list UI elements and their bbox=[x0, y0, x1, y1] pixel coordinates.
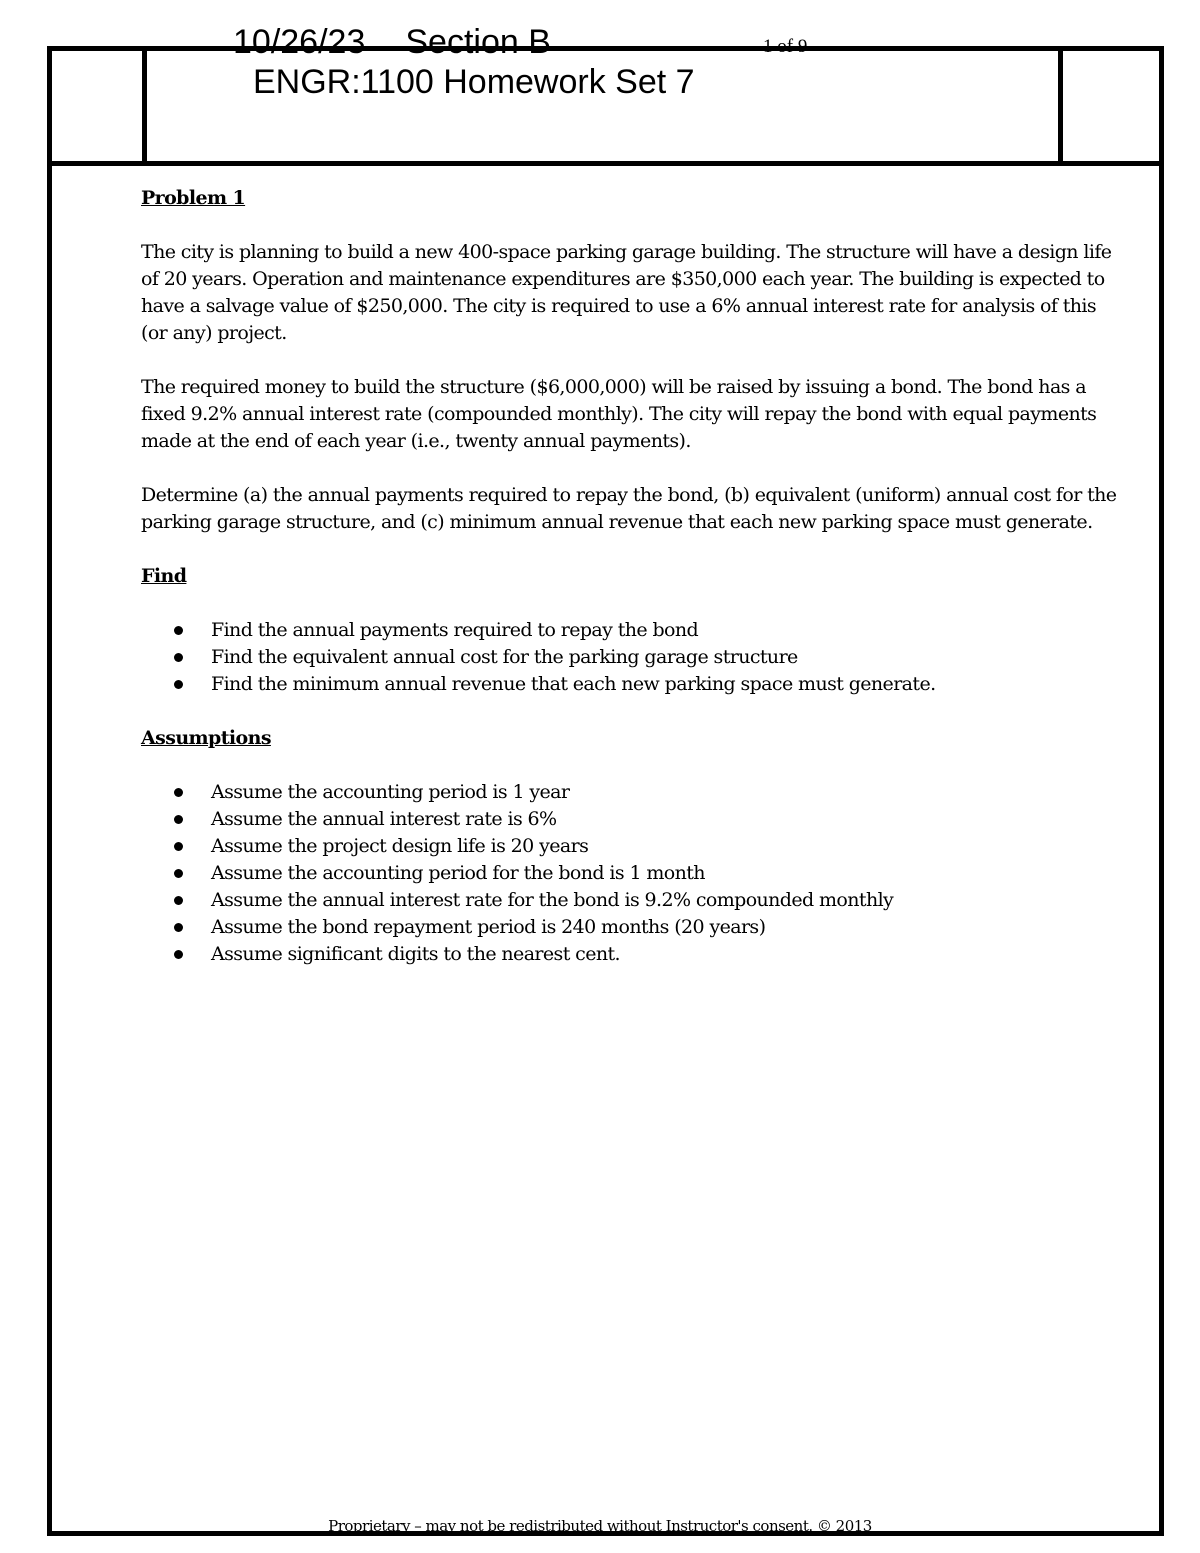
list-item bbox=[141, 914, 1126, 941]
problem-paragraph: Determine (a) the annual payments required to repay the bond, (b) equivalent (uniform) annual cost for the parking garage structure, and (c) minimum annual revenue that each new parking space must generate. bbox=[141, 484, 1117, 533]
list-item bbox=[141, 887, 1126, 914]
bullet-icon bbox=[174, 896, 183, 905]
bullet-icon bbox=[174, 923, 183, 932]
list-item-text: Find the annual payments required to repay the bond bbox=[211, 619, 699, 641]
list-item bbox=[141, 860, 1126, 887]
list-item-text: Assume the annual interest rate is 6% bbox=[211, 808, 557, 830]
bullet-icon bbox=[174, 950, 183, 959]
find-list bbox=[141, 617, 1126, 698]
list-item-text: Assume the bond repayment period is 240 months (20 years) bbox=[211, 916, 766, 938]
header-divider-right bbox=[1058, 51, 1063, 161]
document-title: ENGR:1100 Homework Set 7 bbox=[253, 63, 695, 101]
list-item bbox=[141, 833, 1126, 860]
header-date-section bbox=[233, 22, 551, 62]
document-body bbox=[141, 185, 1126, 995]
list-item bbox=[141, 779, 1126, 806]
header-divider-left bbox=[142, 51, 147, 161]
list-item-text: Find the minimum annual revenue that each new parking space must generate. bbox=[211, 673, 936, 695]
find-heading: Find bbox=[141, 565, 187, 587]
copyright-footer: Proprietary – may not be redistributed without Instructor's consent. © 2013 bbox=[328, 1517, 872, 1535]
list-item-text: Assume the annual interest rate for the bond is 9.2% compounded monthly bbox=[211, 889, 894, 911]
list-item-text: Assume the project design life is 20 years bbox=[211, 835, 589, 857]
list-item-text: Assume the accounting period is 1 year bbox=[211, 781, 570, 803]
bullet-icon bbox=[174, 680, 183, 689]
list-item bbox=[141, 941, 1126, 968]
list-item-text: Assume significant digits to the nearest cent. bbox=[211, 943, 620, 965]
header-section: Section B bbox=[405, 23, 551, 61]
header-date: 10/26/23 bbox=[233, 23, 366, 61]
page-count: 1 of 9 bbox=[763, 36, 808, 57]
bullet-icon bbox=[174, 815, 183, 824]
bullet-icon bbox=[174, 653, 183, 662]
list-item bbox=[141, 617, 1126, 644]
list-item-text: Assume the accounting period for the bond is 1 month bbox=[211, 862, 705, 884]
problem-heading: Problem 1 bbox=[141, 187, 246, 209]
bullet-icon bbox=[174, 842, 183, 851]
bullet-icon bbox=[174, 788, 183, 797]
list-item-text: Find the equivalent annual cost for the parking garage structure bbox=[211, 646, 798, 668]
list-item bbox=[141, 671, 1126, 698]
assumptions-list bbox=[141, 779, 1126, 968]
assumptions-heading: Assumptions bbox=[141, 727, 271, 749]
list-item bbox=[141, 644, 1126, 671]
bullet-icon bbox=[174, 869, 183, 878]
problem-paragraph: The city is planning to build a new 400-space parking garage building. The structure will have a design life of 20 years. Operation and maintenance expenditures are $350,000 each year. The building is expected to have a salvage value of $250,000. The city is required to use a 6% annual interest rate for analysis of this (or any) project. bbox=[141, 241, 1112, 344]
problem-paragraph: The required money to build the structure ($6,000,000) will be raised by issuing a bond. The bond has a fixed 9.2% annual interest rate (compounded monthly). The city will repay the bond with equal payments made at the end of each year (i.e., twenty annual payments). bbox=[141, 376, 1097, 452]
bullet-icon bbox=[174, 626, 183, 635]
list-item bbox=[141, 806, 1126, 833]
